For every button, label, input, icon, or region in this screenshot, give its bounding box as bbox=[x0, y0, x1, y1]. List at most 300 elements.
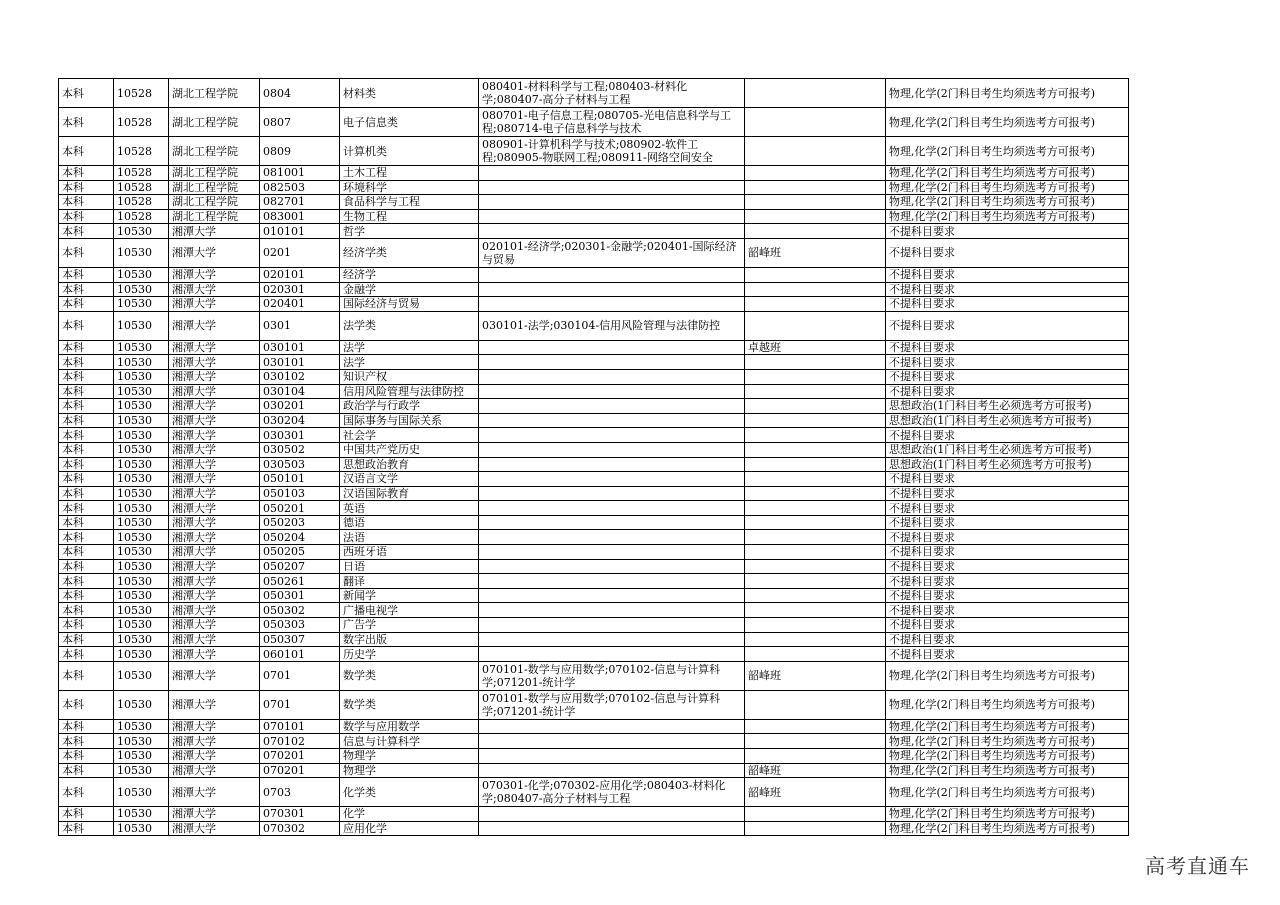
note-cell bbox=[745, 180, 886, 195]
school-code-cell: 10530 bbox=[114, 340, 169, 355]
table-row bbox=[59, 79, 1129, 108]
major-code-cell: 050307 bbox=[260, 632, 340, 647]
major-code-cell: 0809 bbox=[260, 137, 340, 166]
school-name-cell: 湘潭大学 bbox=[169, 763, 260, 778]
level-cell: 本科 bbox=[59, 734, 114, 749]
subject-requirement-cell: 思想政治(1门科目考生必须选考方可报考) bbox=[886, 442, 1129, 457]
table-row bbox=[59, 807, 1129, 822]
subject-requirement-cell: 思想政治(1门科目考生必须选考方可报考) bbox=[886, 413, 1129, 428]
major-name-cell: 数字出版 bbox=[340, 632, 479, 647]
subject-requirement-cell: 不提科目要求 bbox=[886, 238, 1129, 267]
subject-requirement-cell: 物理,化学(2门科目考生均须选考方可报考) bbox=[886, 137, 1129, 166]
subject-requirement-cell: 不提科目要求 bbox=[886, 603, 1129, 618]
subject-requirement-cell: 物理,化学(2门科目考生均须选考方可报考) bbox=[886, 763, 1129, 778]
major-name-cell: 经济学 bbox=[340, 267, 479, 282]
included-majors-cell bbox=[479, 763, 745, 778]
school-name-cell: 湘潭大学 bbox=[169, 632, 260, 647]
level-cell: 本科 bbox=[59, 778, 114, 807]
major-code-cell: 070201 bbox=[260, 763, 340, 778]
school-code-cell: 10530 bbox=[114, 559, 169, 574]
included-majors-cell bbox=[479, 545, 745, 560]
school-name-cell: 湘潭大学 bbox=[169, 618, 260, 633]
school-name-cell: 湘潭大学 bbox=[169, 501, 260, 516]
major-name-cell: 中国共产党历史 bbox=[340, 442, 479, 457]
level-cell: 本科 bbox=[59, 530, 114, 545]
level-cell: 本科 bbox=[59, 647, 114, 662]
note-cell bbox=[745, 530, 886, 545]
major-name-cell: 德语 bbox=[340, 515, 479, 530]
school-name-cell: 湘潭大学 bbox=[169, 778, 260, 807]
school-name-cell: 湘潭大学 bbox=[169, 588, 260, 603]
included-majors-cell bbox=[479, 632, 745, 647]
major-code-cell: 030101 bbox=[260, 340, 340, 355]
school-name-cell: 湘潭大学 bbox=[169, 749, 260, 764]
school-name-cell: 湘潭大学 bbox=[169, 282, 260, 297]
school-code-cell: 10530 bbox=[114, 821, 169, 836]
major-code-cell: 050207 bbox=[260, 559, 340, 574]
major-code-cell: 050302 bbox=[260, 603, 340, 618]
school-code-cell: 10530 bbox=[114, 428, 169, 443]
school-code-cell: 10530 bbox=[114, 588, 169, 603]
note-cell bbox=[745, 647, 886, 662]
included-majors-cell bbox=[479, 166, 745, 181]
level-cell: 本科 bbox=[59, 297, 114, 312]
subject-requirement-cell: 不提科目要求 bbox=[886, 588, 1129, 603]
table-row bbox=[59, 719, 1129, 734]
subject-requirement-cell: 物理,化学(2门科目考生均须选考方可报考) bbox=[886, 807, 1129, 822]
major-code-cell: 010101 bbox=[260, 224, 340, 239]
included-majors-cell bbox=[479, 297, 745, 312]
included-majors-cell: 080701-电子信息工程;080705-光电信息科学与工程;080714-电子信息科学与技术 bbox=[479, 108, 745, 137]
subject-requirement-cell: 不提科目要求 bbox=[886, 340, 1129, 355]
note-cell: 韶峰班 bbox=[745, 661, 886, 690]
note-cell bbox=[745, 501, 886, 516]
major-code-cell: 0201 bbox=[260, 238, 340, 267]
level-cell: 本科 bbox=[59, 632, 114, 647]
school-code-cell: 10530 bbox=[114, 690, 169, 719]
table-row bbox=[59, 442, 1129, 457]
major-code-cell: 083001 bbox=[260, 209, 340, 224]
school-code-cell: 10530 bbox=[114, 719, 169, 734]
table-row bbox=[59, 384, 1129, 399]
subject-requirement-cell: 物理,化学(2门科目考生均须选考方可报考) bbox=[886, 821, 1129, 836]
school-name-cell: 湘潭大学 bbox=[169, 603, 260, 618]
school-name-cell: 湘潭大学 bbox=[169, 340, 260, 355]
school-code-cell: 10530 bbox=[114, 501, 169, 516]
school-name-cell: 湘潭大学 bbox=[169, 486, 260, 501]
included-majors-cell bbox=[479, 442, 745, 457]
included-majors-cell: 080901-计算机科学与技术;080902-软件工程;080905-物联网工程;080911-网络空间安全 bbox=[479, 137, 745, 166]
subject-requirement-cell: 物理,化学(2门科目考生均须选考方可报考) bbox=[886, 209, 1129, 224]
major-name-cell: 信息与计算科学 bbox=[340, 734, 479, 749]
major-name-cell: 日语 bbox=[340, 559, 479, 574]
school-code-cell: 10530 bbox=[114, 763, 169, 778]
school-code-cell: 10530 bbox=[114, 530, 169, 545]
school-name-cell: 湘潭大学 bbox=[169, 821, 260, 836]
level-cell: 本科 bbox=[59, 428, 114, 443]
subject-requirement-cell: 物理,化学(2门科目考生均须选考方可报考) bbox=[886, 195, 1129, 210]
major-code-cell: 030104 bbox=[260, 384, 340, 399]
level-cell: 本科 bbox=[59, 807, 114, 822]
major-code-cell: 070101 bbox=[260, 719, 340, 734]
note-cell bbox=[745, 515, 886, 530]
school-name-cell: 湘潭大学 bbox=[169, 442, 260, 457]
major-code-cell: 070102 bbox=[260, 734, 340, 749]
note-cell bbox=[745, 574, 886, 589]
major-name-cell: 法语 bbox=[340, 530, 479, 545]
school-code-cell: 10530 bbox=[114, 224, 169, 239]
table-row bbox=[59, 472, 1129, 487]
school-code-cell: 10528 bbox=[114, 79, 169, 108]
table-row bbox=[59, 238, 1129, 267]
major-name-cell: 政治学与行政学 bbox=[340, 399, 479, 414]
included-majors-cell bbox=[479, 457, 745, 472]
major-code-cell: 030204 bbox=[260, 413, 340, 428]
note-cell bbox=[745, 603, 886, 618]
major-name-cell: 生物工程 bbox=[340, 209, 479, 224]
note-cell bbox=[745, 108, 886, 137]
school-name-cell: 湖北工程学院 bbox=[169, 209, 260, 224]
major-code-cell: 070301 bbox=[260, 807, 340, 822]
major-code-cell: 050203 bbox=[260, 515, 340, 530]
school-name-cell: 湘潭大学 bbox=[169, 384, 260, 399]
included-majors-cell: 070101-数学与应用数学;070102-信息与计算科学;071201-统计学 bbox=[479, 661, 745, 690]
included-majors-cell bbox=[479, 647, 745, 662]
subject-requirement-cell: 不提科目要求 bbox=[886, 297, 1129, 312]
school-name-cell: 湘潭大学 bbox=[169, 369, 260, 384]
major-name-cell: 环境科学 bbox=[340, 180, 479, 195]
table-row bbox=[59, 661, 1129, 690]
school-name-cell: 湘潭大学 bbox=[169, 807, 260, 822]
level-cell: 本科 bbox=[59, 166, 114, 181]
school-code-cell: 10528 bbox=[114, 108, 169, 137]
subject-requirement-cell: 物理,化学(2门科目考生均须选考方可报考) bbox=[886, 180, 1129, 195]
school-name-cell: 湖北工程学院 bbox=[169, 166, 260, 181]
table-row bbox=[59, 195, 1129, 210]
note-cell bbox=[745, 137, 886, 166]
school-name-cell: 湘潭大学 bbox=[169, 355, 260, 370]
major-name-cell: 汉语言文学 bbox=[340, 472, 479, 487]
subject-requirement-cell: 物理,化学(2门科目考生均须选考方可报考) bbox=[886, 108, 1129, 137]
major-name-cell: 经济学类 bbox=[340, 238, 479, 267]
major-code-cell: 070302 bbox=[260, 821, 340, 836]
note-cell bbox=[745, 79, 886, 108]
admission-requirements-table bbox=[58, 78, 1129, 836]
table-row bbox=[59, 457, 1129, 472]
subject-requirement-cell: 不提科目要求 bbox=[886, 311, 1129, 340]
included-majors-cell: 080401-材料科学与工程;080403-材料化学;080407-高分子材料与工程 bbox=[479, 79, 745, 108]
level-cell: 本科 bbox=[59, 719, 114, 734]
major-code-cell: 0804 bbox=[260, 79, 340, 108]
school-name-cell: 湖北工程学院 bbox=[169, 195, 260, 210]
table-row bbox=[59, 588, 1129, 603]
table-row bbox=[59, 778, 1129, 807]
table-row bbox=[59, 399, 1129, 414]
major-code-cell: 0701 bbox=[260, 690, 340, 719]
level-cell: 本科 bbox=[59, 486, 114, 501]
included-majors-cell bbox=[479, 486, 745, 501]
major-name-cell: 应用化学 bbox=[340, 821, 479, 836]
included-majors-cell bbox=[479, 428, 745, 443]
table-row bbox=[59, 428, 1129, 443]
subject-requirement-cell: 不提科目要求 bbox=[886, 267, 1129, 282]
major-code-cell: 060101 bbox=[260, 647, 340, 662]
school-code-cell: 10530 bbox=[114, 369, 169, 384]
level-cell: 本科 bbox=[59, 618, 114, 633]
school-code-cell: 10530 bbox=[114, 399, 169, 414]
school-name-cell: 湘潭大学 bbox=[169, 428, 260, 443]
major-code-cell: 050301 bbox=[260, 588, 340, 603]
note-cell bbox=[745, 690, 886, 719]
major-name-cell: 社会学 bbox=[340, 428, 479, 443]
school-code-cell: 10530 bbox=[114, 486, 169, 501]
major-code-cell: 050103 bbox=[260, 486, 340, 501]
major-name-cell: 电子信息类 bbox=[340, 108, 479, 137]
school-code-cell: 10530 bbox=[114, 282, 169, 297]
table-body bbox=[59, 79, 1129, 836]
major-code-cell: 050205 bbox=[260, 545, 340, 560]
major-name-cell: 广播电视学 bbox=[340, 603, 479, 618]
note-cell bbox=[745, 384, 886, 399]
major-code-cell: 050261 bbox=[260, 574, 340, 589]
level-cell: 本科 bbox=[59, 559, 114, 574]
included-majors-cell bbox=[479, 807, 745, 822]
major-name-cell: 材料类 bbox=[340, 79, 479, 108]
major-code-cell: 030502 bbox=[260, 442, 340, 457]
school-name-cell: 湖北工程学院 bbox=[169, 180, 260, 195]
major-name-cell: 计算机类 bbox=[340, 137, 479, 166]
level-cell: 本科 bbox=[59, 195, 114, 210]
included-majors-cell bbox=[479, 413, 745, 428]
subject-requirement-cell: 物理,化学(2门科目考生均须选考方可报考) bbox=[886, 661, 1129, 690]
major-name-cell: 历史学 bbox=[340, 647, 479, 662]
table-row bbox=[59, 311, 1129, 340]
school-code-cell: 10530 bbox=[114, 457, 169, 472]
subject-requirement-cell: 不提科目要求 bbox=[886, 559, 1129, 574]
table-row bbox=[59, 632, 1129, 647]
included-majors-cell bbox=[479, 618, 745, 633]
table-row bbox=[59, 282, 1129, 297]
level-cell: 本科 bbox=[59, 369, 114, 384]
school-code-cell: 10530 bbox=[114, 267, 169, 282]
table-row bbox=[59, 209, 1129, 224]
note-cell bbox=[745, 545, 886, 560]
subject-requirement-cell: 不提科目要求 bbox=[886, 384, 1129, 399]
subject-requirement-cell: 不提科目要求 bbox=[886, 530, 1129, 545]
school-code-cell: 10528 bbox=[114, 209, 169, 224]
included-majors-cell bbox=[479, 749, 745, 764]
subject-requirement-cell: 不提科目要求 bbox=[886, 224, 1129, 239]
included-majors-cell bbox=[479, 559, 745, 574]
level-cell: 本科 bbox=[59, 384, 114, 399]
included-majors-cell bbox=[479, 282, 745, 297]
major-code-cell: 030301 bbox=[260, 428, 340, 443]
school-name-cell: 湘潭大学 bbox=[169, 734, 260, 749]
table-row bbox=[59, 618, 1129, 633]
table-row bbox=[59, 369, 1129, 384]
included-majors-cell: 020101-经济学;020301-金融学;020401-国际经济与贸易 bbox=[479, 238, 745, 267]
table-row bbox=[59, 137, 1129, 166]
table-row bbox=[59, 224, 1129, 239]
table-row bbox=[59, 734, 1129, 749]
included-majors-cell bbox=[479, 369, 745, 384]
major-name-cell: 信用风险管理与法律防控 bbox=[340, 384, 479, 399]
note-cell: 卓越班 bbox=[745, 340, 886, 355]
note-cell bbox=[745, 749, 886, 764]
note-cell bbox=[745, 632, 886, 647]
note-cell bbox=[745, 821, 886, 836]
level-cell: 本科 bbox=[59, 79, 114, 108]
included-majors-cell: 070101-数学与应用数学;070102-信息与计算科学;071201-统计学 bbox=[479, 690, 745, 719]
major-name-cell: 汉语国际教育 bbox=[340, 486, 479, 501]
note-cell bbox=[745, 224, 886, 239]
major-code-cell: 070201 bbox=[260, 749, 340, 764]
subject-requirement-cell: 物理,化学(2门科目考生均须选考方可报考) bbox=[886, 166, 1129, 181]
level-cell: 本科 bbox=[59, 355, 114, 370]
major-name-cell: 翻译 bbox=[340, 574, 479, 589]
level-cell: 本科 bbox=[59, 209, 114, 224]
subject-requirement-cell: 不提科目要求 bbox=[886, 428, 1129, 443]
level-cell: 本科 bbox=[59, 340, 114, 355]
major-code-cell: 050303 bbox=[260, 618, 340, 633]
subject-requirement-cell: 思想政治(1门科目考生必须选考方可报考) bbox=[886, 457, 1129, 472]
subject-requirement-cell: 不提科目要求 bbox=[886, 355, 1129, 370]
school-name-cell: 湘潭大学 bbox=[169, 399, 260, 414]
school-name-cell: 湘潭大学 bbox=[169, 719, 260, 734]
major-name-cell: 物理学 bbox=[340, 763, 479, 778]
school-code-cell: 10530 bbox=[114, 413, 169, 428]
subject-requirement-cell: 物理,化学(2门科目考生均须选考方可报考) bbox=[886, 749, 1129, 764]
major-name-cell: 数学与应用数学 bbox=[340, 719, 479, 734]
table-row bbox=[59, 763, 1129, 778]
note-cell bbox=[745, 807, 886, 822]
level-cell: 本科 bbox=[59, 457, 114, 472]
level-cell: 本科 bbox=[59, 661, 114, 690]
level-cell: 本科 bbox=[59, 108, 114, 137]
major-code-cell: 020401 bbox=[260, 297, 340, 312]
school-code-cell: 10530 bbox=[114, 515, 169, 530]
level-cell: 本科 bbox=[59, 690, 114, 719]
note-cell bbox=[745, 297, 886, 312]
subject-requirement-cell: 不提科目要求 bbox=[886, 472, 1129, 487]
major-name-cell: 西班牙语 bbox=[340, 545, 479, 560]
table-row bbox=[59, 749, 1129, 764]
note-cell: 韶峰班 bbox=[745, 778, 886, 807]
major-code-cell: 082701 bbox=[260, 195, 340, 210]
major-name-cell: 哲学 bbox=[340, 224, 479, 239]
school-name-cell: 湘潭大学 bbox=[169, 530, 260, 545]
subject-requirement-cell: 不提科目要求 bbox=[886, 647, 1129, 662]
school-name-cell: 湖北工程学院 bbox=[169, 108, 260, 137]
major-code-cell: 050204 bbox=[260, 530, 340, 545]
note-cell bbox=[745, 413, 886, 428]
major-name-cell: 思想政治教育 bbox=[340, 457, 479, 472]
level-cell: 本科 bbox=[59, 472, 114, 487]
table-row bbox=[59, 413, 1129, 428]
subject-requirement-cell: 不提科目要求 bbox=[886, 515, 1129, 530]
note-cell: 韶峰班 bbox=[745, 238, 886, 267]
table-row bbox=[59, 530, 1129, 545]
subject-requirement-cell: 物理,化学(2门科目考生均须选考方可报考) bbox=[886, 719, 1129, 734]
level-cell: 本科 bbox=[59, 399, 114, 414]
subject-requirement-cell: 物理,化学(2门科目考生均须选考方可报考) bbox=[886, 778, 1129, 807]
school-code-cell: 10530 bbox=[114, 778, 169, 807]
note-cell bbox=[745, 282, 886, 297]
major-name-cell: 食品科学与工程 bbox=[340, 195, 479, 210]
table-row bbox=[59, 545, 1129, 560]
table-row bbox=[59, 355, 1129, 370]
school-name-cell: 湘潭大学 bbox=[169, 545, 260, 560]
table-row bbox=[59, 690, 1129, 719]
note-cell bbox=[745, 369, 886, 384]
level-cell: 本科 bbox=[59, 603, 114, 618]
level-cell: 本科 bbox=[59, 267, 114, 282]
major-name-cell: 数学类 bbox=[340, 690, 479, 719]
note-cell bbox=[745, 166, 886, 181]
note-cell bbox=[745, 195, 886, 210]
level-cell: 本科 bbox=[59, 749, 114, 764]
table-row bbox=[59, 501, 1129, 516]
major-code-cell: 030201 bbox=[260, 399, 340, 414]
subject-requirement-cell: 不提科目要求 bbox=[886, 618, 1129, 633]
table-row bbox=[59, 486, 1129, 501]
table-row bbox=[59, 297, 1129, 312]
included-majors-cell bbox=[479, 340, 745, 355]
note-cell bbox=[745, 719, 886, 734]
school-name-cell: 湘潭大学 bbox=[169, 515, 260, 530]
school-name-cell: 湘潭大学 bbox=[169, 661, 260, 690]
table-row bbox=[59, 108, 1129, 137]
school-name-cell: 湘潭大学 bbox=[169, 647, 260, 662]
table-row bbox=[59, 515, 1129, 530]
table-row bbox=[59, 647, 1129, 662]
included-majors-cell bbox=[479, 574, 745, 589]
major-name-cell: 化学 bbox=[340, 807, 479, 822]
note-cell bbox=[745, 209, 886, 224]
school-code-cell: 10530 bbox=[114, 238, 169, 267]
level-cell: 本科 bbox=[59, 574, 114, 589]
level-cell: 本科 bbox=[59, 501, 114, 516]
major-code-cell: 081001 bbox=[260, 166, 340, 181]
table-row bbox=[59, 267, 1129, 282]
school-code-cell: 10530 bbox=[114, 807, 169, 822]
included-majors-cell bbox=[479, 399, 745, 414]
table-row bbox=[59, 166, 1129, 181]
table-row bbox=[59, 559, 1129, 574]
school-code-cell: 10530 bbox=[114, 297, 169, 312]
major-code-cell: 030102 bbox=[260, 369, 340, 384]
major-code-cell: 030101 bbox=[260, 355, 340, 370]
school-code-cell: 10530 bbox=[114, 661, 169, 690]
major-name-cell: 化学类 bbox=[340, 778, 479, 807]
note-cell bbox=[745, 559, 886, 574]
major-code-cell: 020301 bbox=[260, 282, 340, 297]
school-code-cell: 10530 bbox=[114, 734, 169, 749]
subject-requirement-cell: 不提科目要求 bbox=[886, 501, 1129, 516]
note-cell bbox=[745, 486, 886, 501]
level-cell: 本科 bbox=[59, 442, 114, 457]
note-cell bbox=[745, 618, 886, 633]
school-code-cell: 10530 bbox=[114, 618, 169, 633]
major-name-cell: 法学类 bbox=[340, 311, 479, 340]
table-row bbox=[59, 821, 1129, 836]
school-code-cell: 10528 bbox=[114, 137, 169, 166]
included-majors-cell bbox=[479, 515, 745, 530]
major-code-cell: 050101 bbox=[260, 472, 340, 487]
level-cell: 本科 bbox=[59, 238, 114, 267]
school-name-cell: 湘潭大学 bbox=[169, 559, 260, 574]
major-code-cell: 0703 bbox=[260, 778, 340, 807]
